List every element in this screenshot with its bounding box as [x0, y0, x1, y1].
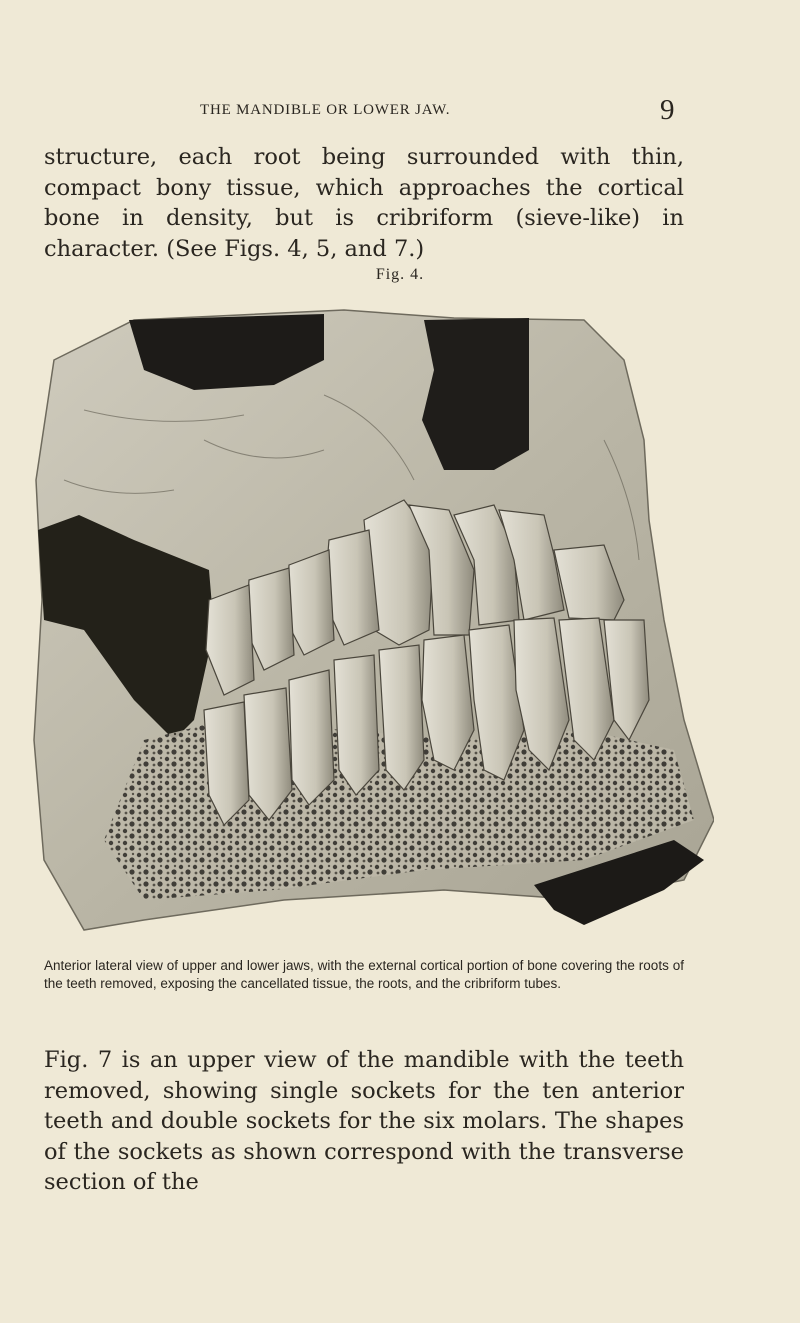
paragraph-top: structure, each root being surrounded with thin, compact bony tissue, which approaches the cortical bone in density, but is cribriform (sieve-like) in character. (See Figs. 4, 5, and 7.) — [44, 144, 684, 262]
orbit-shadow — [422, 318, 529, 470]
skull-jaw-photograph — [24, 300, 714, 940]
figure-caption: Anterior lateral view of upper and lower jaws, with the external cortical portion of bone covering the roots of the teeth removed, exposing the cancellated tissue, the roots, and the cribriform tubes. — [44, 958, 684, 992]
figure-label: Fig. 4. — [375, 266, 425, 283]
running-title: THE MANDIBLE OR LOWER JAW. — [200, 102, 451, 118]
page-header — [0, 94, 800, 128]
page-number: 9 — [660, 94, 675, 126]
paragraph-bottom: Fig. 7 is an upper view of the mandible with the teeth removed, showing single sockets for the ten anterior teeth and double sockets for the six molars. The shapes of the sockets as shown correspond with the transverse section of the — [44, 1047, 684, 1195]
